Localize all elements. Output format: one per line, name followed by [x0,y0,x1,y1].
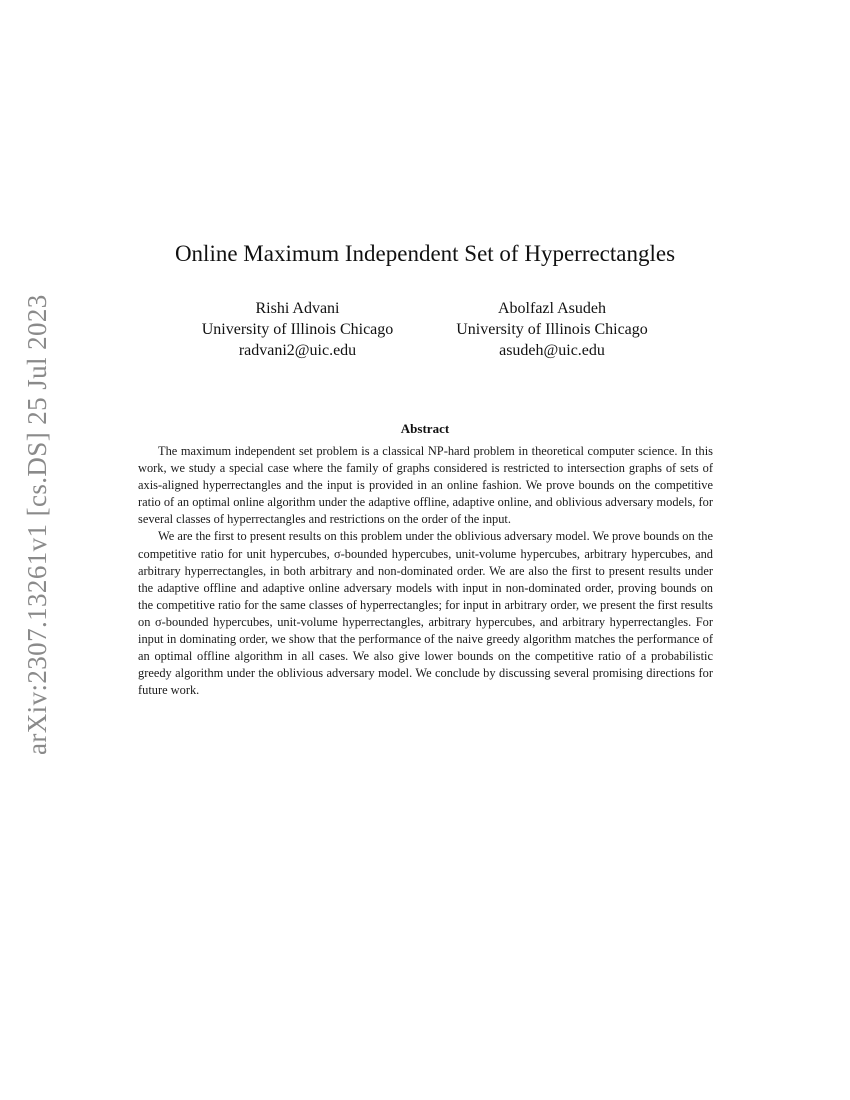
abstract-paragraph-1: The maximum independent set problem is a classical NP-hard problem in theoretical computer science. In this work, we study a special case where the family of graphs considered is restricted to intersection graphs of sets of axis-aligned hyperrectangles and the input is provided in an online fashion. We prove bounds on the competitive ratio of an optimal online algorithm under the adaptive offline, adaptive online, and oblivious adversary models, for several classes of hyperrectangles and restrictions on the order of the input. [138,444,713,527]
author-affiliation: University of Illinois Chicago [201,321,394,338]
author-email: radvani2@uic.edu [238,342,357,359]
author-name: Abolfazl Asudeh [498,300,606,317]
author-email: asudeh@uic.edu [499,342,605,359]
author-affiliation: University of Illinois Chicago [456,321,648,338]
abstract-heading: Abstract [400,421,450,436]
abstract-paragraph-2: We are the first to present results on this problem under the oblivious adversary model. We prove bounds on the competitive ratio for unit hypercubes, σ-bounded hypercubes, unit-volume hypercubes, arbitrary hypercubes, and arbitrary hyperrectangles, in both arbitrary and non-dominated order. We are also the first to present results under the adaptive offline and adaptive online adversary models with input in non-dominated order, proving bounds on the competitive ratio for the same classes of hyperrectangles; for input in arbitrary order, we present the first results on σ-bounded hypercubes, unit-volume hyperrectangles, arbitrary hypercubes, and arbitrary hyperrectangles. For input in dominating order, we show that the performance of the naive greedy algorithm matches the performance of an optimal offline algorithm in all cases. We also give lower bounds on the competitive ratio of a probabilistic greedy algorithm under the oblivious adversary model. We conclude by discussing several promising directions for future work. [138,529,713,698]
author-name: Rishi Advani [255,300,340,317]
arxiv-identifier-text: arXiv:2307.13261v1 [cs.DS] 25 Jul 2023 [22,294,52,755]
paper-title: Online Maximum Independent Set of Hyperrectangles [174,241,676,266]
author-block-1 [180,298,415,361]
abstract-body [138,443,713,699]
author-block-2 [437,298,667,361]
